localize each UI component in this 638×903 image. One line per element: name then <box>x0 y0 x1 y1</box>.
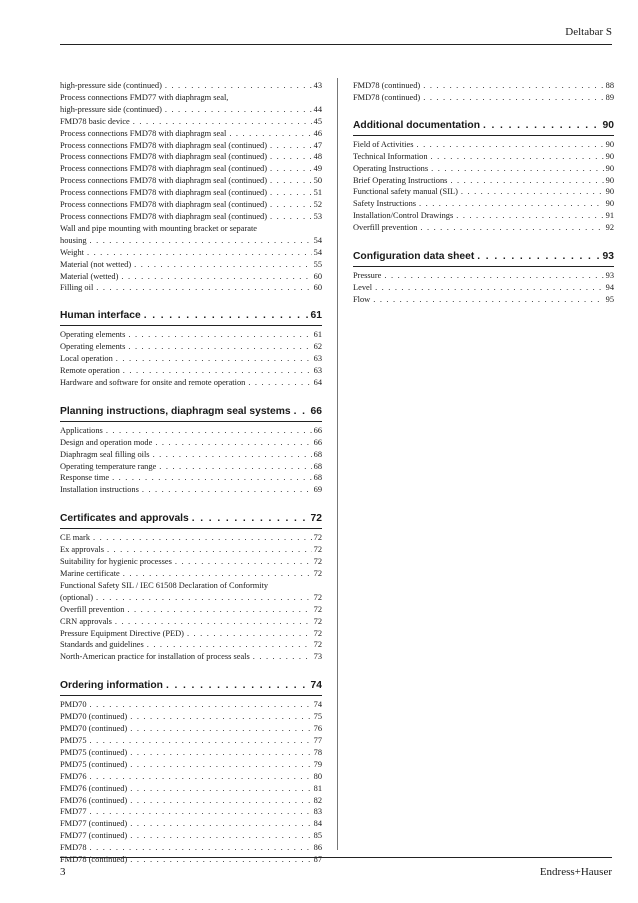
toc-entry[interactable] <box>60 199 322 211</box>
toc-entry[interactable] <box>353 186 614 198</box>
toc-entry-title: Level <box>353 282 373 292</box>
toc-section-page: 93 <box>602 251 614 263</box>
toc-entry-page: 72 <box>313 569 322 578</box>
dot-leader <box>147 639 312 651</box>
toc-entry-page: 72 <box>313 628 322 638</box>
toc-entry[interactable] <box>60 247 322 259</box>
toc-left-column <box>60 80 322 866</box>
toc-entry-title: CE mark <box>60 533 91 543</box>
toc-section-page: 61 <box>310 310 322 322</box>
dot-leader <box>159 461 311 473</box>
toc-entry-page: 72 <box>313 557 322 567</box>
toc-entry-title: Process connections FMD78 with diaphragm seal <box>60 128 227 138</box>
toc-entry-title: (optional) <box>60 592 94 602</box>
toc-entry-title: Filling oil <box>60 283 94 293</box>
toc-entry-title: Design and operation mode <box>60 437 153 447</box>
toc-entry-title: Marine certificate <box>60 569 120 578</box>
toc-entry-page: 52 <box>313 200 322 210</box>
dot-leader <box>123 568 312 580</box>
toc-entry[interactable] <box>60 532 322 544</box>
toc-entry[interactable] <box>60 723 322 735</box>
toc-entry[interactable] <box>60 806 322 818</box>
toc-entry-title: Safety Instructions <box>353 199 417 209</box>
dot-leader <box>90 842 312 854</box>
toc-entry[interactable] <box>60 628 322 640</box>
toc-entry-page: 90 <box>605 199 614 209</box>
toc-entry-page: 72 <box>313 604 322 614</box>
toc-entry-page: 53 <box>313 211 322 221</box>
toc-entry-title: Overfill prevention <box>353 223 418 233</box>
dot-leader <box>115 616 312 628</box>
toc-section-heading[interactable] <box>60 406 322 422</box>
toc-entry[interactable] <box>60 854 322 866</box>
dot-leader <box>373 294 603 306</box>
dot-leader <box>461 186 604 198</box>
toc-entry-page: 69 <box>313 485 322 495</box>
dot-leader <box>456 210 603 222</box>
toc-entry-page: 91 <box>605 211 614 221</box>
toc-entry-page: 44 <box>313 104 322 114</box>
toc-entry-title: Brief Operating Instructions <box>353 175 448 185</box>
brand-name: Endress+Hauser <box>539 866 612 878</box>
toc-entry-page: 90 <box>605 187 614 197</box>
dot-leader <box>270 187 312 199</box>
toc-entry[interactable] <box>60 818 322 830</box>
toc-entry-title: Technical Information <box>353 151 428 161</box>
toc-entry-title: FMD78 (continued) <box>60 855 128 865</box>
toc-entry-title: FMD76 <box>60 771 87 781</box>
toc-entry[interactable] <box>60 568 322 580</box>
dot-leader <box>112 472 312 484</box>
toc-entry-page: 93 <box>605 271 614 281</box>
toc-section-title: Certificates and approvals <box>60 513 189 525</box>
toc-entry-title: Field of Activities <box>353 139 414 149</box>
toc-entry-page: 90 <box>605 175 614 185</box>
header-rule <box>60 44 612 45</box>
toc-entry-title: PMD75 (continued) <box>60 747 128 757</box>
dot-leader <box>90 699 312 711</box>
toc-entry[interactable] <box>353 270 614 282</box>
toc-section-page: 72 <box>310 513 322 525</box>
toc-entry-title: Response time <box>60 473 110 483</box>
toc-entry[interactable] <box>60 556 322 568</box>
dot-leader <box>155 437 311 449</box>
dot-leader <box>127 604 311 616</box>
toc-entry[interactable] <box>60 580 322 592</box>
toc-entry[interactable] <box>60 592 322 604</box>
dot-leader <box>431 163 603 175</box>
toc-entry-page: 54 <box>313 247 322 257</box>
toc-entry[interactable] <box>60 175 322 187</box>
toc-entry[interactable] <box>353 80 614 92</box>
toc-entry[interactable] <box>353 222 614 234</box>
toc-entry-title: Process connections FMD78 with diaphragm seal (continued) <box>60 140 268 150</box>
toc-section-heading[interactable] <box>60 680 322 696</box>
toc-entry-page: 51 <box>313 188 322 198</box>
dot-leader <box>423 80 603 92</box>
toc-entry[interactable] <box>60 92 322 104</box>
toc-entry-title: FMD78 (continued) <box>353 92 421 102</box>
toc-right-column <box>353 80 614 306</box>
toc-entry-title: Weight <box>60 247 84 257</box>
dot-leader <box>416 139 603 151</box>
dot-leader <box>106 425 312 437</box>
dot-leader <box>294 406 309 417</box>
toc-entry-page: 46 <box>313 128 322 138</box>
toc-entry-title: PMD70 (continued) <box>60 712 128 722</box>
toc-entry-title: Applications <box>60 425 103 435</box>
dot-leader <box>270 163 312 175</box>
toc-entry-page: 47 <box>313 140 322 150</box>
document-title: Deltabar S <box>565 26 612 38</box>
toc-entry[interactable] <box>60 223 322 235</box>
toc-entry-title: Installation/Control Drawings <box>353 211 454 221</box>
toc-entry[interactable] <box>60 104 322 116</box>
toc-entry-page: 81 <box>313 783 322 793</box>
toc-entry-page: 90 <box>605 151 614 161</box>
dot-leader <box>165 80 312 92</box>
dot-leader <box>270 211 312 223</box>
dot-leader <box>130 747 311 759</box>
toc-entry-page: 90 <box>605 163 614 173</box>
toc-section-heading[interactable] <box>60 513 322 529</box>
toc-entry-title: Wall and pipe mounting with mounting bracket or separate <box>60 223 258 233</box>
toc-entry-title: Process connections FMD78 with diaphragm seal (continued) <box>60 176 268 186</box>
toc-entry-title: Operating elements <box>60 330 126 340</box>
toc-entry-title: Functional Safety SIL / IEC 61508 Declaration of Conformity <box>60 580 269 590</box>
dot-leader <box>90 235 312 247</box>
toc-entry[interactable] <box>60 151 322 163</box>
toc-entry-title: Process connections FMD78 with diaphragm seal (continued) <box>60 164 268 174</box>
dot-leader <box>270 175 312 187</box>
toc-entry-page: 60 <box>313 283 322 293</box>
dot-leader <box>116 353 312 365</box>
toc-entry-title: Operating temperature range <box>60 461 157 471</box>
toc-section-heading[interactable] <box>353 120 614 136</box>
dot-leader <box>128 341 311 353</box>
toc-entry-page: 48 <box>313 152 322 162</box>
toc-entry-title: Ex approvals <box>60 545 104 555</box>
toc-entry[interactable] <box>60 235 322 247</box>
toc-entry-title: Functional safety manual (SIL) <box>353 187 458 197</box>
dot-leader <box>93 532 312 544</box>
toc-entry[interactable] <box>353 163 614 175</box>
dot-leader <box>96 592 312 604</box>
toc-entry[interactable] <box>60 377 322 389</box>
toc-entry-page: 43 <box>313 81 322 90</box>
dot-leader <box>175 556 312 568</box>
toc-entry[interactable] <box>60 747 322 759</box>
dot-leader <box>123 365 312 377</box>
toc-entry-title: Operating Instructions <box>353 163 429 173</box>
toc-entry[interactable] <box>353 139 614 151</box>
toc-entry-page: 80 <box>313 771 322 781</box>
toc-entry[interactable] <box>60 271 322 283</box>
footer-rule <box>60 857 612 858</box>
page-number: 3 <box>60 866 66 878</box>
dot-leader <box>483 120 601 131</box>
toc-entry-page: 72 <box>313 592 322 602</box>
toc-entry-page: 66 <box>313 437 322 447</box>
toc-entry-title: Flow <box>353 294 371 304</box>
toc-entry-title: PMD70 <box>60 700 87 710</box>
dot-leader <box>270 199 312 211</box>
toc-entry-page: 95 <box>605 294 614 304</box>
dot-leader <box>130 830 311 842</box>
toc-entry[interactable] <box>60 639 322 651</box>
toc-entry[interactable] <box>353 294 614 306</box>
toc-entry[interactable] <box>60 711 322 723</box>
toc-entry[interactable] <box>60 461 322 473</box>
toc-entry-page: 75 <box>313 712 322 722</box>
toc-entry-title: North-American practice for installation of process seals <box>60 652 250 662</box>
toc-entry-page: 55 <box>313 259 322 269</box>
toc-entry-title: housing <box>60 235 87 245</box>
toc-entry[interactable] <box>353 151 614 163</box>
dot-leader <box>142 484 312 496</box>
dot-leader <box>130 854 311 866</box>
toc-entry-title: Process connections FMD78 with diaphragm seal (continued) <box>60 188 268 198</box>
dot-leader <box>121 271 311 283</box>
toc-entry[interactable] <box>60 472 322 484</box>
toc-section-title: Human interface <box>60 310 141 322</box>
dot-leader <box>96 282 311 294</box>
toc-entry[interactable] <box>60 80 322 92</box>
dot-leader <box>192 513 309 524</box>
toc-entry-page: 84 <box>313 819 322 829</box>
toc-entry-title: Material (not wetted) <box>60 259 132 269</box>
toc-entry-page: 64 <box>313 377 322 387</box>
toc-entry[interactable] <box>60 449 322 461</box>
toc-entry-page: 72 <box>313 533 322 543</box>
toc-entry[interactable] <box>60 341 322 353</box>
toc-entry[interactable] <box>60 771 322 783</box>
toc-entry[interactable] <box>60 604 322 616</box>
dot-leader <box>107 544 312 556</box>
toc-entry-title: Pressure Equipment Directive (PED) <box>60 628 184 638</box>
dot-leader <box>130 723 311 735</box>
toc-entry-page: 62 <box>313 342 322 352</box>
toc-entry-page: 74 <box>313 700 322 710</box>
toc-entry-title: CRN approvals <box>60 616 112 626</box>
toc-entry-title: FMD77 <box>60 807 87 817</box>
toc-section-page: 90 <box>602 119 614 131</box>
toc-entry-title: Diaphragm seal filling oils <box>60 449 150 459</box>
toc-entry-title: FMD77 (continued) <box>60 831 128 841</box>
toc-entry-page: 92 <box>605 223 614 233</box>
toc-entry-page: 83 <box>313 807 322 817</box>
toc-entry-title: FMD77 (continued) <box>60 819 128 829</box>
toc-entry-page: 72 <box>313 545 322 555</box>
toc-entry-title: FMD76 (continued) <box>60 783 128 793</box>
toc-entry[interactable] <box>60 783 322 795</box>
toc-section-heading[interactable] <box>60 310 322 326</box>
toc-entry-page: 72 <box>313 640 322 650</box>
dot-leader <box>166 680 309 691</box>
toc-entry[interactable] <box>60 616 322 628</box>
toc-entry-page: 66 <box>313 425 322 435</box>
toc-entry-page: 60 <box>313 271 322 281</box>
toc-entry-title: PMD75 <box>60 735 87 745</box>
toc-entry-page: 87 <box>313 855 322 865</box>
toc-entry-title: Local operation <box>60 354 113 364</box>
toc-entry-page: 82 <box>313 795 322 805</box>
toc-entry-page: 54 <box>313 235 322 245</box>
toc-entry-title: Remote operation <box>60 366 120 376</box>
toc-entry-page: 63 <box>313 354 322 364</box>
dot-leader <box>144 310 309 321</box>
toc-entry[interactable] <box>60 437 322 449</box>
dot-leader <box>253 651 312 663</box>
toc-entry-page: 72 <box>313 616 322 626</box>
toc-entry[interactable] <box>60 116 322 128</box>
toc-entry[interactable] <box>60 282 322 294</box>
toc-entry-title: Process connections FMD77 with diaphragm seal, <box>60 92 229 102</box>
toc-entry[interactable] <box>60 353 322 365</box>
dot-leader <box>477 251 600 262</box>
toc-entry-page: 73 <box>313 652 322 662</box>
dot-leader <box>90 735 312 747</box>
toc-section-title: Ordering information <box>60 680 163 692</box>
toc-entry[interactable] <box>60 484 322 496</box>
toc-section-page: 66 <box>310 405 322 417</box>
toc-entry-title: FMD78 <box>60 843 87 853</box>
toc-entry-title: Hardware and software for onsite and remote operation <box>60 377 246 387</box>
toc-entry-title: Suitability for hygienic processes <box>60 557 172 567</box>
dot-leader <box>90 771 312 783</box>
toc-entry-title: PMD70 (continued) <box>60 724 128 734</box>
toc-entry-page: 61 <box>313 330 322 340</box>
column-divider <box>337 78 338 850</box>
toc-entry-title: high-pressure side (continued) <box>60 104 162 114</box>
toc-entry[interactable] <box>60 842 322 854</box>
toc-entry[interactable] <box>353 92 614 104</box>
toc-entry-page: 63 <box>313 366 322 376</box>
toc-entry-page: 86 <box>313 843 322 853</box>
toc-entry[interactable] <box>353 210 614 222</box>
dot-leader <box>375 282 604 294</box>
dot-leader <box>133 116 312 128</box>
dot-leader <box>90 806 312 818</box>
toc-entry[interactable] <box>60 735 322 747</box>
dot-leader <box>130 711 311 723</box>
toc-entry[interactable] <box>60 163 322 175</box>
dot-leader <box>187 628 312 640</box>
toc-entry[interactable] <box>353 282 614 294</box>
toc-entry-page: 49 <box>313 164 322 174</box>
toc-section-heading[interactable] <box>353 251 614 267</box>
toc-entry[interactable] <box>60 329 322 341</box>
toc-entry-page: 88 <box>605 81 614 90</box>
toc-entry-page: 76 <box>313 724 322 734</box>
toc-entry[interactable] <box>60 795 322 807</box>
toc-entry[interactable] <box>60 140 322 152</box>
toc-entry[interactable] <box>60 128 322 140</box>
dot-leader <box>229 128 311 140</box>
toc-entry[interactable] <box>60 544 322 556</box>
toc-entry[interactable] <box>60 187 322 199</box>
dot-leader <box>450 175 603 187</box>
toc-entry-page: 89 <box>605 92 614 102</box>
dot-leader <box>384 270 603 282</box>
dot-leader <box>87 247 312 259</box>
toc-entry[interactable] <box>60 759 322 771</box>
toc-entry-page: 50 <box>313 176 322 186</box>
dot-leader <box>270 140 312 152</box>
toc-entry[interactable] <box>60 651 322 663</box>
toc-entry-page: 45 <box>313 116 322 126</box>
toc-entry[interactable] <box>353 175 614 187</box>
dot-leader <box>128 329 311 341</box>
toc-entry-page: 90 <box>605 139 614 149</box>
toc-entry-page: 68 <box>313 449 322 459</box>
toc-entry-title: FMD78 (continued) <box>353 81 421 90</box>
dot-leader <box>248 377 311 389</box>
toc-entry-title: Pressure <box>353 271 382 281</box>
toc-section-title: Planning instructions, diaphragm seal systems <box>60 405 291 417</box>
dot-leader <box>130 795 311 807</box>
toc-entry-page: 68 <box>313 461 322 471</box>
toc-entry[interactable] <box>60 830 322 842</box>
dot-leader <box>153 449 312 461</box>
toc-entry-title: FMD78 basic device <box>60 116 130 126</box>
toc-section-title: Additional documentation <box>353 119 480 131</box>
dot-leader <box>134 259 311 271</box>
dot-leader <box>431 151 604 163</box>
dot-leader <box>130 818 311 830</box>
toc-entry-title: Operating elements <box>60 342 126 352</box>
toc-entry[interactable] <box>60 259 322 271</box>
toc-entry-title: Process connections FMD78 with diaphragm seal (continued) <box>60 200 268 210</box>
toc-entry-title: Standards and guidelines <box>60 640 144 650</box>
dot-leader <box>130 783 311 795</box>
toc-entry-page: 78 <box>313 747 322 757</box>
toc-entry-title: Process connections FMD78 with diaphragm seal (continued) <box>60 211 268 221</box>
toc-entry-title: Process connections FMD78 with diaphragm seal (continued) <box>60 152 268 162</box>
toc-entry-title: Installation instructions <box>60 485 139 495</box>
toc-entry[interactable] <box>60 211 322 223</box>
dot-leader <box>423 92 603 104</box>
toc-entry-page: 79 <box>313 759 322 769</box>
dot-leader <box>270 151 312 163</box>
dot-leader <box>130 759 311 771</box>
dot-leader <box>165 104 312 116</box>
toc-entry[interactable] <box>60 365 322 377</box>
toc-entry-page: 85 <box>313 831 322 841</box>
toc-entry-page: 68 <box>313 473 322 483</box>
toc-entry[interactable] <box>60 699 322 711</box>
toc-entry-title: FMD76 (continued) <box>60 795 128 805</box>
dot-leader <box>420 222 603 234</box>
toc-entry-title: PMD75 (continued) <box>60 759 128 769</box>
toc-entry[interactable] <box>353 198 614 210</box>
toc-entry-title: high-pressure side (continued) <box>60 81 162 90</box>
toc-section-page: 74 <box>310 680 322 692</box>
dot-leader <box>419 198 604 210</box>
toc-section-title: Configuration data sheet <box>353 251 475 263</box>
toc-entry-page: 94 <box>605 282 614 292</box>
toc-entry-title: Material (wetted) <box>60 271 119 281</box>
toc-entry[interactable] <box>60 425 322 437</box>
toc-entry-title: Overfill prevention <box>60 604 125 614</box>
toc-entry-page: 77 <box>313 735 322 745</box>
